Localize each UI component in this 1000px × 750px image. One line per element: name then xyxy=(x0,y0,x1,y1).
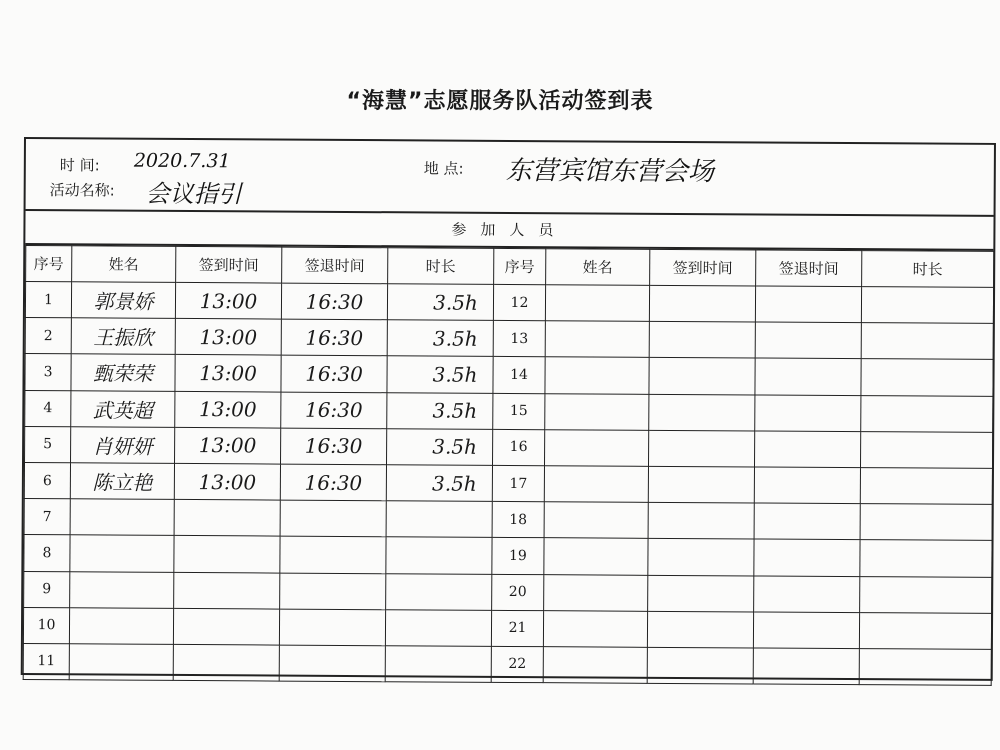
sign-in-cell xyxy=(174,536,280,573)
name-cell xyxy=(545,357,649,394)
sign-out-cell xyxy=(280,500,386,537)
table-row xyxy=(24,499,992,541)
sign-out-cell xyxy=(280,573,386,610)
participants-header: 参加人员 xyxy=(25,211,993,251)
sign-out-cell xyxy=(754,539,860,576)
seq-cell: 4 xyxy=(25,390,71,426)
duration-cell xyxy=(385,646,491,683)
duration-cell xyxy=(386,573,492,610)
duration-cell xyxy=(860,468,992,505)
duration-cell xyxy=(860,576,992,613)
duration-cell xyxy=(386,537,492,574)
duration-cell: 3.5h xyxy=(387,392,493,429)
sign-out-cell: 16:30 xyxy=(281,392,387,429)
activity-name-value: 会议指引 xyxy=(145,179,242,209)
duration-cell xyxy=(859,648,991,685)
sign-in-cell: 13:00 xyxy=(175,319,281,356)
sign-out-cell xyxy=(753,612,859,649)
name-cell xyxy=(545,285,649,322)
sign-out-cell xyxy=(280,536,386,573)
col-sign-in-right: 签到时间 xyxy=(650,249,756,286)
seq-cell: 12 xyxy=(493,284,545,321)
name-cell xyxy=(544,466,648,503)
seq-cell: 11 xyxy=(23,643,69,679)
table-row xyxy=(24,535,992,577)
column-header-row xyxy=(26,246,994,288)
col-name-right: 姓名 xyxy=(546,249,650,286)
sign-out-cell xyxy=(755,358,861,395)
sign-in-cell xyxy=(648,575,754,612)
sign-out-cell xyxy=(755,286,861,323)
sign-in-cell xyxy=(649,430,755,467)
seq-cell: 13 xyxy=(493,321,545,358)
col-sign-out: 签退时间 xyxy=(282,247,388,284)
sign-out-cell xyxy=(754,431,860,468)
name-cell xyxy=(545,429,649,466)
sign-in-cell xyxy=(649,394,755,431)
name-cell xyxy=(545,393,649,430)
sign-in-cell xyxy=(174,572,280,609)
sign-out-cell xyxy=(279,609,385,646)
sign-out-cell xyxy=(754,503,860,540)
name-cell xyxy=(69,644,173,681)
sign-in-cell xyxy=(648,539,754,576)
duration-cell: 3.5h xyxy=(387,356,493,393)
table-row xyxy=(25,426,993,468)
sign-out-cell: 16:30 xyxy=(280,464,386,501)
name-cell xyxy=(70,499,174,536)
sign-in-cell: 13:00 xyxy=(174,463,280,500)
duration-cell xyxy=(860,540,992,577)
sign-out-cell: 16:30 xyxy=(281,428,387,465)
sign-in-cell: 13:00 xyxy=(175,355,281,392)
page-title: “海慧”志愿服务队活动签到表 xyxy=(346,89,654,114)
sign-in-cell xyxy=(647,611,753,648)
sign-in-cell xyxy=(173,644,279,681)
sign-out-cell xyxy=(754,575,860,612)
sign-in-cell xyxy=(173,608,279,645)
table-row xyxy=(25,318,993,360)
duration-cell: 3.5h xyxy=(387,284,493,321)
seq-cell: 20 xyxy=(492,574,544,611)
sign-out-cell: 16:30 xyxy=(281,283,387,320)
duration-cell: 3.5h xyxy=(387,320,493,357)
duration-cell xyxy=(859,612,991,649)
sign-out-cell: 16:30 xyxy=(281,319,387,356)
duration-cell xyxy=(861,359,993,396)
name-cell xyxy=(543,647,647,684)
sign-in-cell xyxy=(649,358,755,395)
duration-cell xyxy=(860,431,992,468)
time-label: 时 间: xyxy=(59,156,100,175)
sign-in-table xyxy=(23,245,995,686)
name-cell: 陈立艳 xyxy=(70,463,174,500)
sign-out-cell xyxy=(755,395,861,432)
sign-out-cell: 16:30 xyxy=(281,355,387,392)
name-cell: 肖妍妍 xyxy=(71,427,175,464)
col-sign-out-right: 签退时间 xyxy=(756,250,862,287)
name-cell xyxy=(544,502,648,539)
duration-cell xyxy=(861,395,993,432)
duration-cell xyxy=(385,609,491,646)
seq-cell: 6 xyxy=(24,462,70,498)
table-row xyxy=(24,571,992,613)
activity-name-label: 活动名称: xyxy=(49,181,115,200)
name-cell xyxy=(543,610,647,647)
seq-cell: 10 xyxy=(23,607,69,643)
seq-cell: 8 xyxy=(24,535,70,571)
sign-in-cell xyxy=(648,466,754,503)
seq-cell: 19 xyxy=(492,538,544,575)
table-row xyxy=(23,607,991,649)
duration-cell xyxy=(861,323,993,360)
seq-cell: 18 xyxy=(492,501,544,538)
name-cell xyxy=(544,538,648,575)
col-seq-right: 序号 xyxy=(494,248,546,284)
table-row xyxy=(25,282,993,324)
col-seq: 序号 xyxy=(26,246,72,282)
name-cell: 甄荣荣 xyxy=(71,354,175,391)
duration-cell: 3.5h xyxy=(386,465,492,502)
duration-cell: 3.5h xyxy=(387,428,493,465)
sign-in-cell: 13:00 xyxy=(175,427,281,464)
activity-info xyxy=(26,139,994,217)
table-row xyxy=(23,643,991,685)
table-row xyxy=(24,462,992,504)
name-cell xyxy=(70,571,174,608)
sign-in-cell xyxy=(649,322,755,359)
seq-cell: 1 xyxy=(25,282,71,318)
seq-cell: 17 xyxy=(492,465,544,502)
sign-out-cell xyxy=(279,645,385,682)
sign-out-cell xyxy=(754,467,860,504)
seq-cell: 14 xyxy=(493,357,545,394)
name-cell xyxy=(70,535,174,572)
seq-cell: 9 xyxy=(24,571,70,607)
seq-cell: 16 xyxy=(493,429,545,466)
location-label: 地 点: xyxy=(423,159,464,178)
col-name: 姓名 xyxy=(72,246,176,283)
sign-in-cell xyxy=(174,500,280,537)
name-cell: 王振欣 xyxy=(71,318,175,355)
table-row xyxy=(25,390,993,432)
name-cell xyxy=(544,574,648,611)
name-cell: 武英超 xyxy=(71,390,175,427)
col-duration: 时长 xyxy=(388,248,494,285)
table-row xyxy=(25,354,993,396)
sign-in-sheet xyxy=(21,137,996,681)
name-cell: 郭景娇 xyxy=(71,282,175,319)
sign-in-cell: 13:00 xyxy=(175,282,281,319)
sign-in-cell: 13:00 xyxy=(175,391,281,428)
sign-in-cell xyxy=(649,285,755,322)
seq-cell: 21 xyxy=(491,610,543,647)
seq-cell: 2 xyxy=(25,318,71,354)
sign-out-cell xyxy=(753,648,859,685)
sign-out-cell xyxy=(755,322,861,359)
seq-cell: 7 xyxy=(24,499,70,535)
name-cell xyxy=(545,321,649,358)
col-duration-right: 时长 xyxy=(862,251,994,288)
duration-cell xyxy=(861,287,993,324)
seq-cell: 15 xyxy=(493,393,545,430)
sign-in-cell xyxy=(647,647,753,684)
time-value: 2020.7.31 xyxy=(133,149,231,173)
seq-cell: 22 xyxy=(491,646,543,683)
duration-cell xyxy=(860,504,992,541)
duration-cell xyxy=(386,501,492,538)
location-value: 东营宾馆东营会场 xyxy=(505,155,714,188)
seq-cell: 3 xyxy=(25,354,71,390)
seq-cell: 5 xyxy=(25,426,71,462)
name-cell xyxy=(69,607,173,644)
sign-in-cell xyxy=(648,502,754,539)
col-sign-in: 签到时间 xyxy=(176,246,282,283)
